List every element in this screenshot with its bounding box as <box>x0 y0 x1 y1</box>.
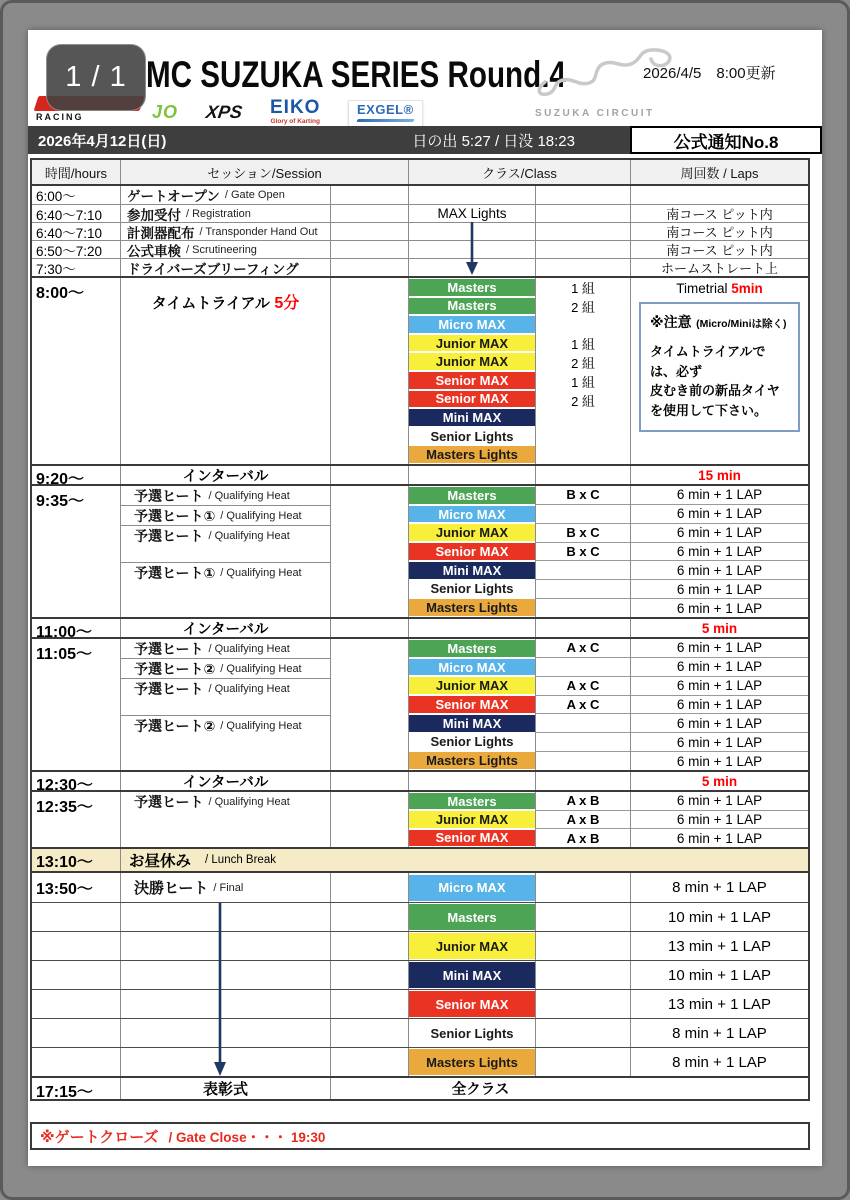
section-timetrial <box>32 276 808 464</box>
section-awards: 17:15～ 表彰式 全クラス <box>32 1076 808 1099</box>
class-chip: Senior MAX <box>409 391 535 408</box>
interval-duration: 15 min <box>698 467 741 483</box>
table-row: Masters 10 min + 1 LAP <box>32 902 808 931</box>
class-chip: Masters Lights <box>409 1049 535 1075</box>
session-label: タイムトライアル 5分 <box>151 295 300 312</box>
suzuka-circuit-label: SUZUKA CIRCUIT <box>535 108 655 119</box>
class-chip: Senior Lights <box>409 428 535 445</box>
table-header-row <box>32 160 808 184</box>
section-interval-2: 11:00～ インターバル 5 min <box>32 617 808 637</box>
exgel-swoosh <box>356 119 414 122</box>
class-chip: Junior MAX <box>409 524 535 541</box>
class-chip: Masters <box>409 487 535 504</box>
updated-timestamp: 2026/4/5 8:00更新 <box>643 65 776 82</box>
xps-logo: XPS <box>204 102 244 122</box>
section-interval-3: 12:30～ インターバル 5 min <box>32 770 808 790</box>
class-chip: Masters Lights <box>409 599 535 616</box>
section-interval-1: 9:20～ インターバル 15 min <box>32 464 808 484</box>
class-chip: Senior Lights <box>409 734 535 751</box>
sunrise-sunset: 日の出 5:27 / 日没 18:23 <box>412 132 575 150</box>
eiko-logo: EIKO Glory of Karting <box>270 97 321 125</box>
table-row: Senior Lights 8 min + 1 LAP <box>32 1018 808 1047</box>
class-chip: Mini MAX <box>409 962 535 988</box>
info-bar <box>28 126 822 154</box>
section-qualifying-2: 11:05～ 予選ヒート / Qualifying Heat 予選ヒート② / Qualifying Heat 予選ヒート / Qualifying Heat 予選ヒート② / Qualifying Heat Masters Micro MAX Junior MAX Senior MAX Mini MAX Senior Lights Masters Lights A x C A x C A x C 6 min + 1 LAP 6 min + 1 LAP 6 min + 1 LAP 6 min + 1 LAP 6 min + 1 LAP 6 min + 1 LAP 6 min + 1 LAP <box>32 637 808 770</box>
col-header-time: 時間/hours <box>44 165 108 181</box>
class-chip: Micro MAX <box>409 875 535 901</box>
tyre-notice-box: ※注意 (Micro/Miniは除く) タイムトライアルでは、必ず 皮むき前の新品タイヤ を使用して下さい。 <box>639 302 800 432</box>
page-count-badge: 1 / 1 <box>46 44 146 111</box>
interval-duration: 5 min <box>701 773 738 789</box>
class-chip: Masters <box>409 298 535 315</box>
class-chip: Masters Lights <box>409 446 535 463</box>
section-finals <box>32 871 808 1076</box>
interval-duration: 5 min <box>701 620 738 636</box>
table-row: 6:40～7:10 計測器配布 / Transponder Hand Out 南コース ピット内 <box>32 222 808 240</box>
class-chip: Mini MAX <box>409 409 535 426</box>
class-chip: Senior MAX <box>409 372 535 389</box>
table-row: 6:40～7:10 参加受付 / Registration MAX Lights 南コース ピット内 <box>32 204 808 222</box>
class-chip: Masters <box>409 279 535 296</box>
class-chip: Senior MAX <box>409 543 535 560</box>
table-row: 6:00～ ゲートオープン / Gate Open <box>32 186 808 204</box>
table-row: 6:50～7:20 公式車検 / Scrutineering 南コース ピット内 <box>32 240 808 258</box>
class-chip: Micro MAX <box>409 659 535 676</box>
class-chip: Junior MAX <box>409 335 535 352</box>
gate-close-row: ※ゲートクローズ / Gate Close・・・ 19:30 <box>30 1122 810 1150</box>
class-chip: Masters <box>409 793 535 809</box>
class-chip: Masters <box>409 904 535 930</box>
mojo-logo: JO <box>152 102 179 122</box>
col-header-laps: 周回数 / Laps <box>630 160 808 184</box>
class-chip: Micro MAX <box>409 316 535 333</box>
col-header-class: クラス/Class <box>408 160 630 184</box>
col-header-session: セッション/Session <box>120 160 408 184</box>
section-lunch-break: 13:10～ お昼休み / Lunch Break <box>32 847 808 871</box>
table-row: Mini MAX 10 min + 1 LAP <box>32 960 808 989</box>
table-row: 13:50～ 決勝ヒート / Final Micro MAX 8 min + 1 LAP <box>32 873 808 902</box>
class-chips <box>408 278 535 464</box>
exgel-logo: EXGEL® <box>348 100 423 127</box>
awards-label: 表彰式 <box>120 1078 330 1099</box>
group-column: 1 組 2 組 1 組 2 組 1 組 2 組 <box>535 278 630 464</box>
table-row: Masters Lights 8 min + 1 LAP <box>32 1047 808 1076</box>
section-qualifying-1: 9:35～ 予選ヒート / Qualifying Heat 予選ヒート① / Qualifying Heat 予選ヒート / Qualifying Heat 予選ヒート① / Qualifying Heat Masters Micro MAX Junior MAX Senior MAX Mini MAX Senior Lights Masters Lights B x C B x C B x C 6 min + 1 LAP 6 min + 1 LAP 6 min + 1 LAP 6 min + 1 LAP 6 min + 1 LAP 6 min + 1 LAP 6 min + 1 LAP <box>32 484 808 617</box>
timetrial-duration: Timetrial 5min <box>676 280 763 296</box>
table-row: Senior MAX 13 min + 1 LAP <box>32 989 808 1018</box>
class-chip: Mini MAX <box>409 715 535 732</box>
racing-logo: RACING <box>36 96 142 122</box>
schedule-table <box>30 158 810 1101</box>
class-chip: Senior MAX <box>409 830 535 846</box>
section-qualifying-3: 12:35～ 予選ヒート / Qualifying Heat Masters Junior MAX Senior MAX A x B A x B A x B 6 min + 1 LAP 6 min + 1 LAP 6 min + 1 LAP <box>32 790 808 847</box>
official-notice-number: 公式通知No.8 <box>630 126 822 154</box>
document-page <box>28 30 822 1166</box>
section-time: 8:00～ <box>36 285 85 302</box>
class-chip: Masters <box>409 640 535 657</box>
class-chip: Junior MAX <box>409 353 535 370</box>
down-arrow-icon <box>465 222 479 276</box>
class-chip: Junior MAX <box>409 677 535 694</box>
down-arrow-icon <box>213 903 227 1077</box>
class-chip: Micro MAX <box>409 506 535 523</box>
class-chip: Masters Lights <box>409 752 535 769</box>
class-chip: Senior MAX <box>409 696 535 713</box>
section-morning <box>32 184 808 276</box>
class-chip: Junior MAX <box>409 933 535 959</box>
table-row: 7:30～ ドライバーズブリーフィング ホームストレート上 <box>32 258 808 276</box>
document-title: MC SUZUKA SERIES Round.4 <box>146 54 566 95</box>
awards-class: 全クラス <box>330 1078 630 1099</box>
class-chip: Mini MAX <box>409 562 535 579</box>
date-bar <box>28 126 630 154</box>
event-date: 2026年4月12日(日) <box>38 132 167 150</box>
class-chip: Junior MAX <box>409 811 535 827</box>
table-row: Junior MAX 13 min + 1 LAP <box>32 931 808 960</box>
class-chip: Senior Lights <box>409 581 535 598</box>
class-chip: Senior MAX <box>409 991 535 1017</box>
class-chip: Senior Lights <box>409 1020 535 1046</box>
